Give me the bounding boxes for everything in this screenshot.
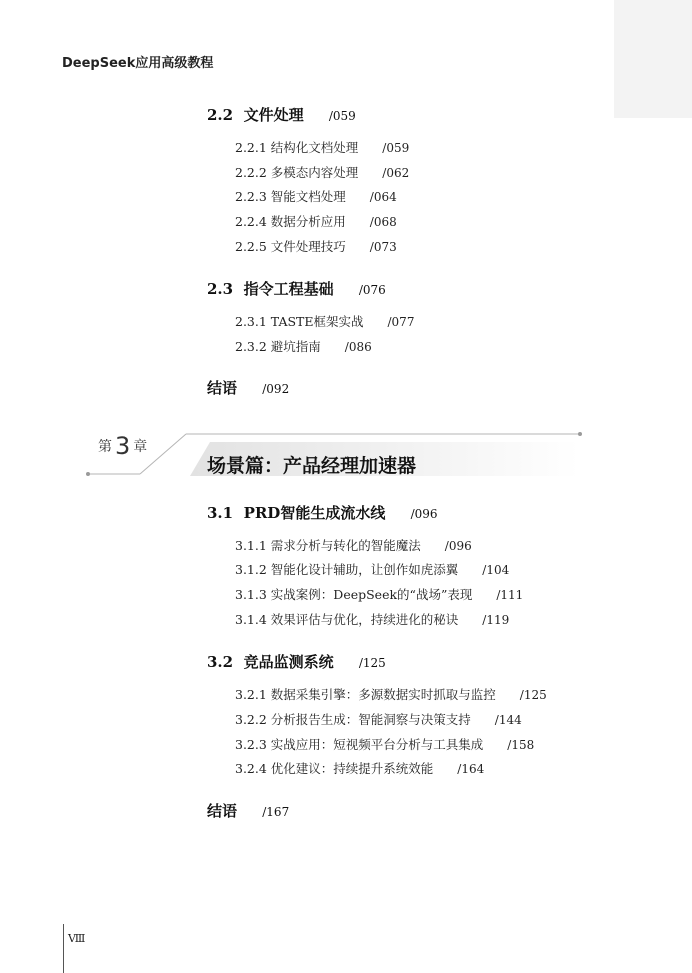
toc-sub-3-1-3[interactable] xyxy=(235,585,523,603)
sub-title: 避坑指南 xyxy=(270,339,321,354)
sub-number: 3.1.4 xyxy=(235,612,267,627)
conclusion-title: 结语 xyxy=(207,802,238,820)
section-page: /059 xyxy=(328,109,356,123)
sub-page: /068 xyxy=(369,215,397,229)
sub-page: /077 xyxy=(387,315,415,329)
toc-sub-3-2-3[interactable] xyxy=(235,735,534,753)
sub-number: 3.2.2 xyxy=(235,712,267,727)
sub-page: /144 xyxy=(494,713,522,727)
section-title: PRD智能生成流水线 xyxy=(243,504,386,522)
toc-section-2-3[interactable] xyxy=(207,278,386,299)
chapter-prefix: 第 xyxy=(98,439,112,455)
toc-sub-2-2-1[interactable] xyxy=(235,138,409,156)
sub-page: /111 xyxy=(496,588,524,602)
sub-title: 数据采集引擎：多源数据实时抓取与监控 xyxy=(270,687,496,702)
sub-title: 实战应用：短视频平台分析与工具集成 xyxy=(270,737,484,752)
toc-sub-2-2-3[interactable] xyxy=(235,187,397,205)
toc-section-3-1[interactable] xyxy=(207,502,438,523)
sub-title: 智能化设计辅助，让创作如虎添翼 xyxy=(270,562,459,577)
sub-title: 实战案例：DeepSeek的“战场”表现 xyxy=(270,587,473,602)
toc-sub-3-2-2[interactable] xyxy=(235,710,522,728)
conclusion-title: 结语 xyxy=(207,379,238,397)
toc-conclusion-2[interactable] xyxy=(207,800,289,821)
sub-page: /125 xyxy=(519,688,547,702)
section-page: /096 xyxy=(410,507,438,521)
toc-sub-2-2-4[interactable] xyxy=(235,212,397,230)
sub-page: /104 xyxy=(482,563,510,577)
section-number: 2.2 xyxy=(207,106,234,124)
corner-shade xyxy=(614,0,692,118)
toc-section-3-2[interactable] xyxy=(207,651,386,672)
running-head: DeepSeek应用高级教程 xyxy=(62,56,214,71)
section-title: 竞品监测系统 xyxy=(243,653,334,671)
sub-page: /059 xyxy=(382,141,410,155)
toc-conclusion-1[interactable] xyxy=(207,377,289,398)
chapter-label xyxy=(98,432,147,460)
sub-number: 3.2.3 xyxy=(235,737,267,752)
sub-title: 效果评估与优化，持续进化的秘诀 xyxy=(270,612,459,627)
sub-number: 2.2.5 xyxy=(235,239,267,254)
sub-number: 3.1.1 xyxy=(235,538,267,553)
sub-title: 文件处理技巧 xyxy=(270,239,346,254)
sub-number: 2.2.1 xyxy=(235,140,267,155)
toc-section-2-2[interactable] xyxy=(207,104,356,125)
sub-page: /158 xyxy=(507,738,535,752)
chapter-title[interactable]: 场景篇：产品经理加速器 xyxy=(207,455,417,477)
section-number: 2.3 xyxy=(207,280,234,298)
sub-number: 2.3.1 xyxy=(235,314,267,329)
section-title: 文件处理 xyxy=(243,106,304,124)
toc-sub-3-1-2[interactable] xyxy=(235,560,509,578)
sub-page: /096 xyxy=(444,539,472,553)
sub-title: 优化建议：持续提升系统效能 xyxy=(270,761,434,776)
sub-number: 3.2.1 xyxy=(235,687,267,702)
toc-sub-2-3-2[interactable] xyxy=(235,337,372,355)
sub-title: 需求分析与转化的智能魔法 xyxy=(270,538,421,553)
sub-page: /086 xyxy=(344,340,372,354)
chapter-suffix: 章 xyxy=(133,439,148,455)
sub-number: 2.2.2 xyxy=(235,165,267,180)
toc-sub-3-1-4[interactable] xyxy=(235,610,509,628)
sub-page: /064 xyxy=(369,190,397,204)
sub-number: 2.3.2 xyxy=(235,339,267,354)
sub-number: 3.2.4 xyxy=(235,761,267,776)
sub-title: 结构化文档处理 xyxy=(270,140,359,155)
section-number: 3.1 xyxy=(207,504,234,522)
sub-page: /164 xyxy=(457,762,485,776)
toc-sub-3-2-4[interactable] xyxy=(235,759,484,777)
toc-sub-3-2-1[interactable] xyxy=(235,685,547,703)
sub-title: 分析报告生成：智能洞察与决策支持 xyxy=(270,712,471,727)
sub-title: TASTE框架实战 xyxy=(270,314,364,329)
sub-page: /119 xyxy=(482,613,510,627)
toc-sub-2-3-1[interactable] xyxy=(235,312,414,330)
toc-sub-2-2-5[interactable] xyxy=(235,237,397,255)
sub-number: 2.2.3 xyxy=(235,189,267,204)
sub-page: /062 xyxy=(382,166,410,180)
folio-rule xyxy=(63,924,64,973)
section-page: /076 xyxy=(358,283,386,297)
section-title: 指令工程基础 xyxy=(243,280,334,298)
sub-title: 智能文档处理 xyxy=(270,189,346,204)
conclusion-page: /167 xyxy=(262,805,290,819)
section-number: 3.2 xyxy=(207,653,234,671)
sub-title: 多模态内容处理 xyxy=(270,165,359,180)
page-folio: Ⅷ xyxy=(68,932,85,945)
sub-title: 数据分析应用 xyxy=(270,214,346,229)
sub-page: /073 xyxy=(369,240,397,254)
section-page: /125 xyxy=(358,656,386,670)
chapter-number: 3 xyxy=(115,432,131,460)
sub-number: 3.1.2 xyxy=(235,562,267,577)
toc-sub-3-1-1[interactable] xyxy=(235,536,472,554)
conclusion-page: /092 xyxy=(262,382,290,396)
sub-number: 2.2.4 xyxy=(235,214,267,229)
toc-sub-2-2-2[interactable] xyxy=(235,163,409,181)
sub-number: 3.1.3 xyxy=(235,587,267,602)
